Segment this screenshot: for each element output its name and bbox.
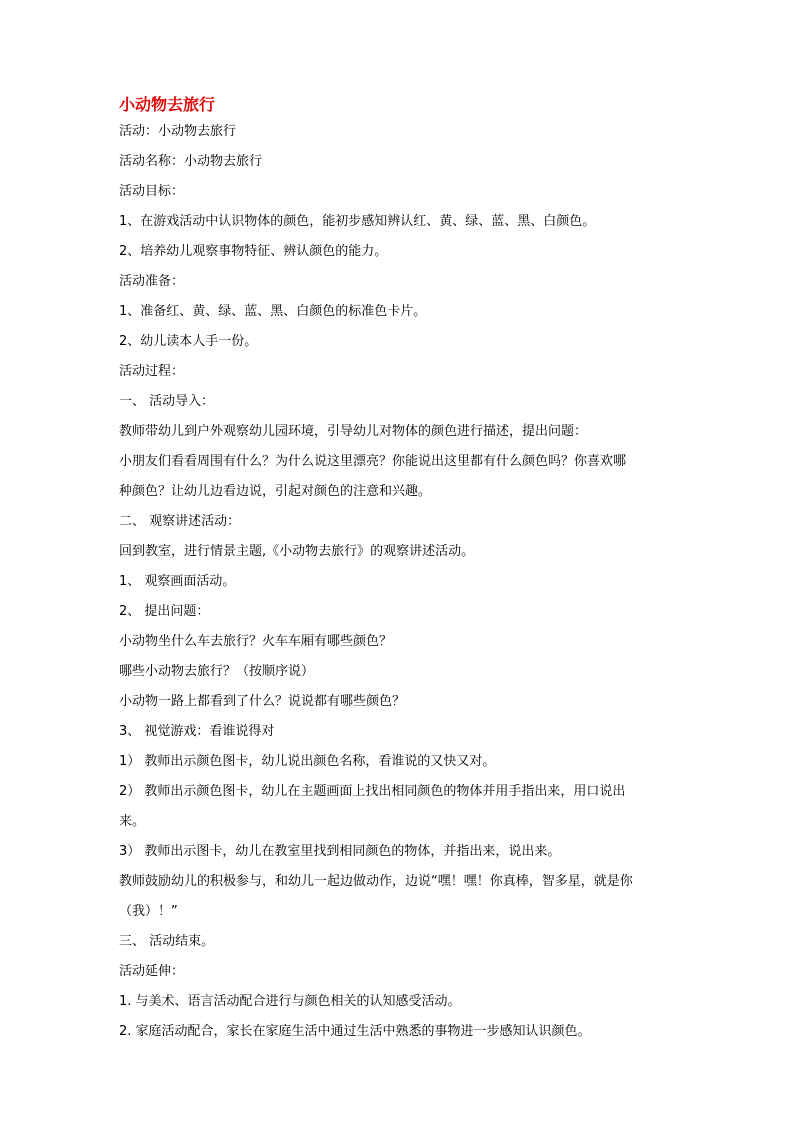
body-line: 来。 <box>119 814 146 829</box>
body-line: 1、在游戏活动中认识物体的颜色，能初步感知辨认红、黄、绿、蓝、黑、白颜色。 <box>119 214 596 229</box>
body-line: 2. 家庭活动配合，家长在家庭生活中通过生活中熟悉的事物进一步感知认识颜色。 <box>119 1024 591 1039</box>
body-line: 小动物一路上都看到了什么？说说都有哪些颜色？ <box>119 694 406 709</box>
body-line: 小动物坐什么车去旅行？火车车厢有哪些颜色？ <box>119 634 393 649</box>
body-line: 1、 观察画面活动。 <box>119 574 236 589</box>
body-line: 活动准备： <box>119 274 185 289</box>
body-line: 1、准备红、黄、绿、蓝、黑、白颜色的标准色卡片。 <box>119 304 427 319</box>
body-line: 一、 活动导入： <box>119 394 215 409</box>
body-line: 2、培养幼儿观察事物特征、辨认颜色的能力。 <box>119 244 388 259</box>
body-line: 回到教室，进行情景主题,《小动物去旅行》的观察讲述活动。 <box>119 544 475 559</box>
body-line: 2） 教师出示颜色图卡，幼儿在主题画面上找出相同颜色的物体并用手指出来，用口说出 <box>119 784 626 799</box>
document-body <box>119 120 679 1050</box>
body-line: 教师带幼儿到户外观察幼儿园环境，引导幼儿对物体的颜色进行描述，提出问题： <box>119 424 588 439</box>
body-line: 1） 教师出示颜色图卡，幼儿说出颜色名称，看谁说的又快又对。 <box>119 754 496 769</box>
body-line: 二、 观察讲述活动： <box>119 514 241 529</box>
body-line: 3） 教师出示图卡，幼儿在教室里找到相同颜色的物体，并指出来，说出来。 <box>119 844 561 859</box>
body-line: （我）！” <box>119 904 178 919</box>
body-line: 2、幼儿读本人手一份。 <box>119 334 258 349</box>
body-line: 种颜色？让幼儿边看边说，引起对颜色的注意和兴趣。 <box>119 484 432 499</box>
body-line: 2、 提出问题： <box>119 604 210 619</box>
body-line: 活动名称：小动物去旅行 <box>119 154 263 169</box>
body-line: 小朋友们看看周围有什么？为什么说这里漂亮？你能说出这里都有什么颜色吗？你喜欢哪 <box>119 454 627 469</box>
body-line: 活动目标： <box>119 184 185 199</box>
body-line: 1. 与美术、语言活动配合进行与颜色相关的认知感受活动。 <box>119 994 461 1009</box>
body-line: 3、 视觉游戏：看谁说得对 <box>119 724 275 739</box>
body-line: 教师鼓励幼儿的积极参与，和幼儿一起边做动作，边说“嘿！嘿！你真棒，智多星，就是你 <box>119 874 633 889</box>
body-line: 活动延伸： <box>119 964 185 979</box>
document-title: 小动物去旅行 <box>119 95 216 114</box>
body-line: 活动：小动物去旅行 <box>119 124 237 139</box>
body-line: 活动过程： <box>119 364 185 379</box>
body-line: 三、 活动结束。 <box>119 934 215 949</box>
body-line: 哪些小动物去旅行？（按顺序说） <box>119 664 315 679</box>
